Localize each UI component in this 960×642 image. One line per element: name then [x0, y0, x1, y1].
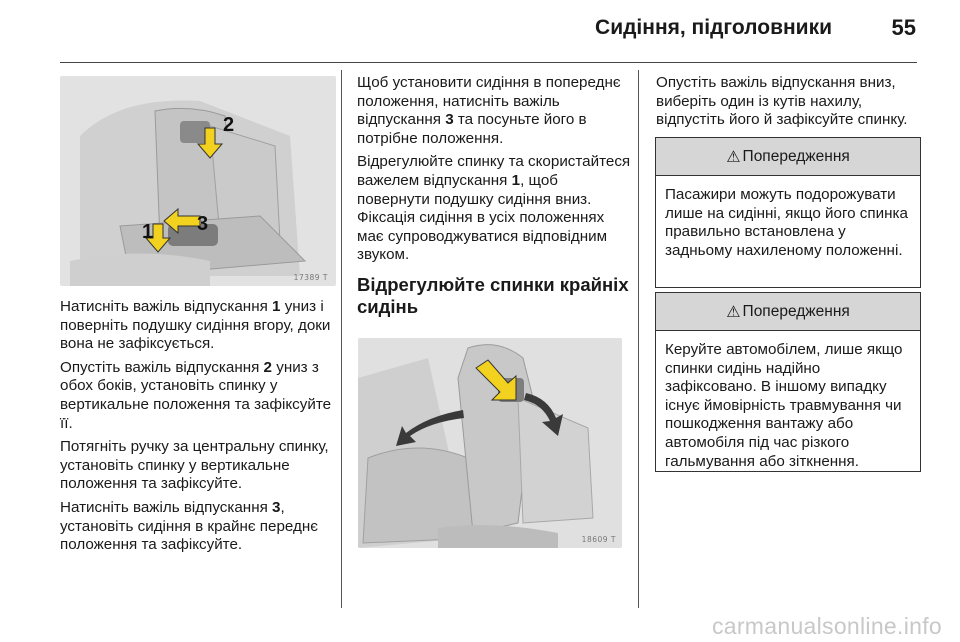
- callout-3: 3: [197, 213, 209, 235]
- figure-backrest-tilt: [358, 338, 622, 548]
- seat-illustration: [60, 76, 336, 286]
- warning-text: Пасажири можуть подорожувати лише на сидінні, якщо його спинка правильно встановлена у задньому нахиленому положенні.: [665, 186, 908, 259]
- warning-text: Керуйте автомобілем, лише якщо спинки сидінь надійно зафіксовано. В іншому випадку існує ймовірність травмування чи пошкодження вантажу або автомобіля під час різкого гальмування або зіткнення.: [665, 341, 903, 470]
- column-2: [357, 74, 635, 328]
- section-heading: Відрегулюйте спинки крайніх сидінь: [357, 273, 629, 317]
- column-divider-2: [638, 70, 639, 608]
- column-1: [60, 298, 340, 560]
- header-divider: [60, 62, 917, 63]
- warning-box-1: [655, 137, 921, 288]
- instruction-paragraph: Потягніть ручку за центральну спинку, установіть спинку у вертикальне положення та зафіксуйте.: [60, 438, 329, 493]
- column-3: [656, 74, 924, 135]
- instruction-paragraph: Опустіть важіль відпускання 2 униз з обох боків, установіть спинку у вертикальне положення та зафіксуйте її.: [60, 358, 332, 432]
- warning-header: [656, 293, 920, 331]
- callout-1: 1: [142, 221, 154, 243]
- warning-title: Попередження: [742, 147, 850, 165]
- instruction-paragraph: Натисніть важіль відпускання 1 униз і поверніть подушку сидіння вгору, доки вона не зафіксується.: [60, 298, 331, 353]
- warning-box-2: [655, 292, 921, 472]
- callout-2: 2: [223, 114, 235, 136]
- warning-triangle-icon: ⚠: [726, 148, 741, 166]
- instruction-paragraph: Відрегулюйте спинку та скористайтеся важелем відпускання 1, щоб повернути подушку сидіння вниз. Фіксація сидіння в усіх положеннях має супроводжуватися відповідним звуком.: [357, 153, 631, 264]
- figure-code: 18609 T: [581, 535, 616, 544]
- warning-header: [656, 138, 920, 176]
- figure-code: 17389 T: [293, 273, 328, 282]
- instruction-paragraph: Щоб установити сидіння в попереднє положення, натисніть важіль відпускання 3 та посуньте його в потрібне положення.: [357, 74, 621, 147]
- figure-seat-release-levers: [60, 76, 336, 286]
- backrest-illustration: [358, 338, 622, 548]
- column-divider-1: [341, 70, 342, 608]
- instruction-paragraph: Опустіть важіль відпускання вниз, виберіть один із кутів нахилу, відпустіть його й зафіксуйте спинку.: [656, 74, 908, 129]
- page-number: 55: [891, 15, 916, 40]
- warning-title: Попередження: [742, 302, 850, 320]
- warning-triangle-icon: ⚠: [726, 303, 741, 321]
- watermark: carmanualsonline.info: [711, 613, 942, 639]
- page-title: Сидіння, підголовники: [595, 16, 832, 39]
- instruction-paragraph: Натисніть важіль відпускання 3, установіть сидіння в крайнє переднє положення та зафіксуйте.: [60, 498, 319, 554]
